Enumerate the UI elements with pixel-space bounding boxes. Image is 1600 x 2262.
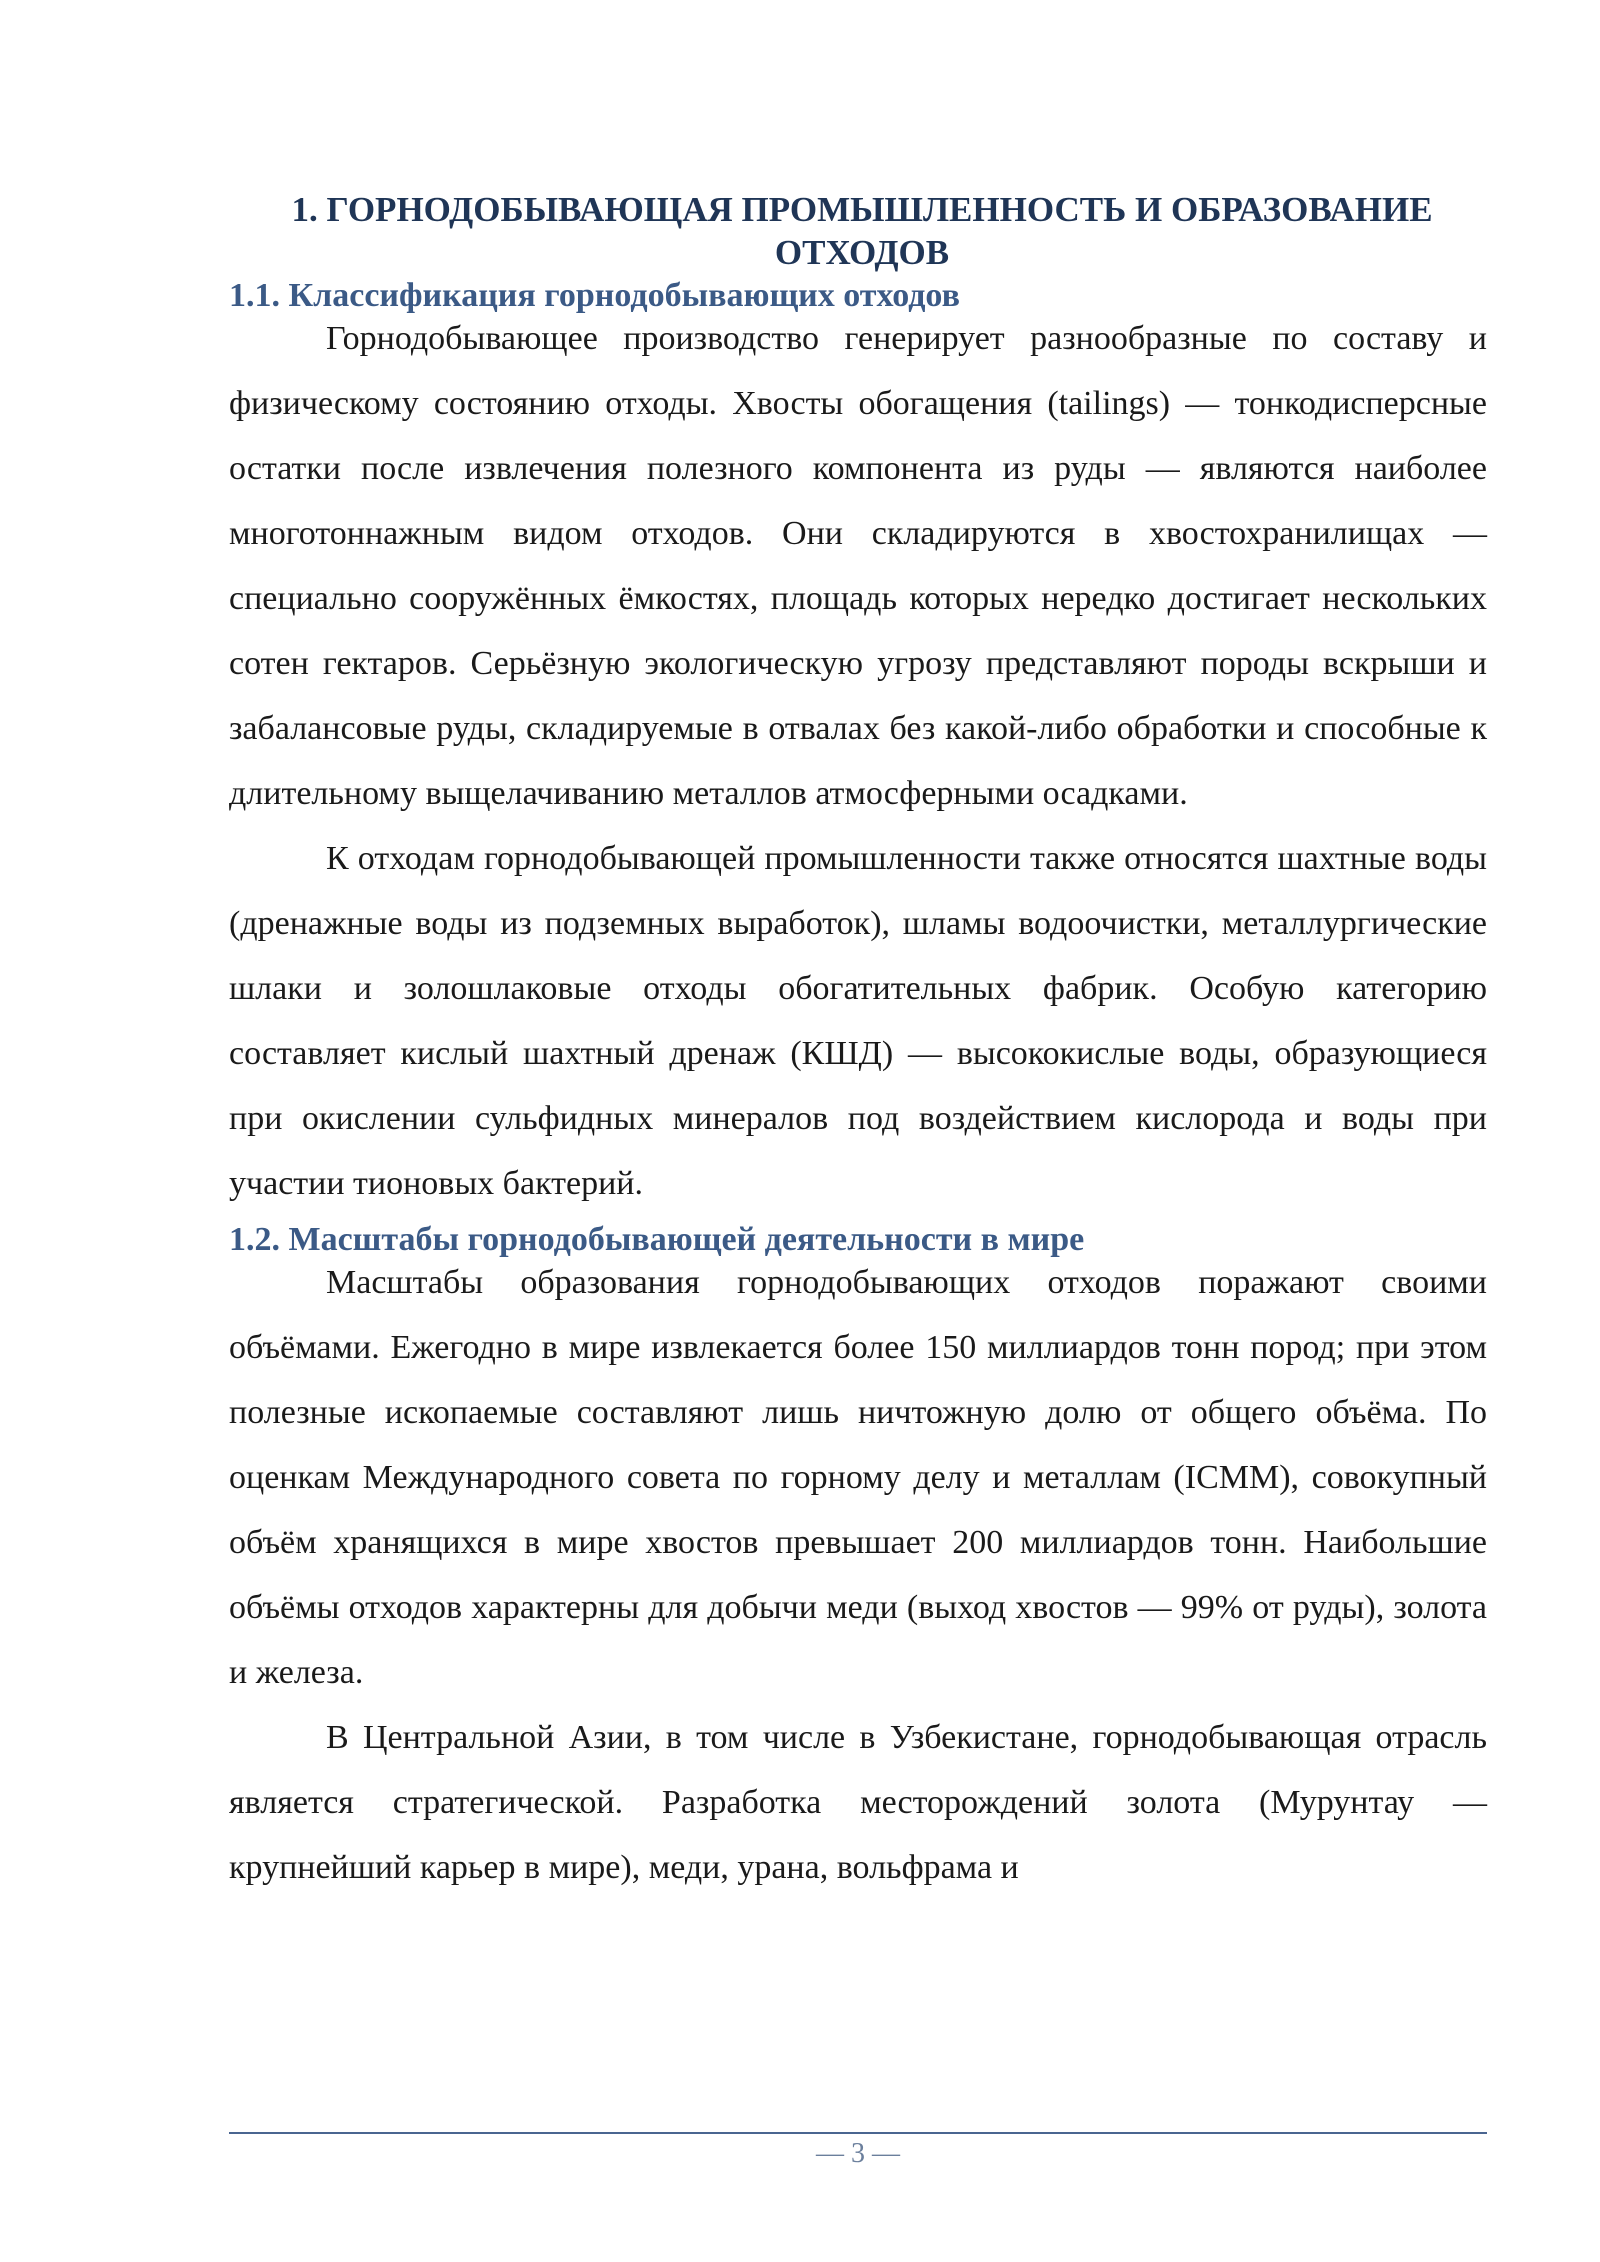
page-number: — 3 — — [816, 2138, 900, 2169]
document-page — [229, 188, 1487, 1912]
section-title-1-1: 1.1. Классификация горнодобывающих отходов — [229, 277, 960, 314]
paragraph-1-1-b: К отходам горнодобывающей промышленности также относятся шахтные воды (дренажные воды из подземных выработок), шламы водоочистки, металлургические шлаки и золошлаковые отходы обогатительных фабрик. Особую категорию составляет кислый шахтный дренаж (КШД) — высококислые воды, образующиеся при окислении сульфидных минералов под воздействием кислорода и воды при участии тионовых бактерий. — [229, 840, 1487, 1202]
footer-divider — [229, 2132, 1487, 2134]
paragraph-1-2-a: Масштабы образования горнодобывающих отходов поражают своими объёмами. Ежегодно в мире извлекается более 150 миллиардов тонн пород; при этом полезные ископаемые составляют лишь ничтожную долю от общего объёма. По оценкам Международного совета по горному делу и металлам (ICMM), совокупный объём хранящихся в мире хвостов превышает 200 миллиардов тонн. Наибольшие объёмы отходов характерны для добычи меди (выход хвостов — 99% от руды), золота и железа. — [229, 1264, 1487, 1691]
paragraph-1-1-a: Горнодобывающее производство генерирует разнообразные по составу и физическому состоянию отходы. Хвосты обогащения (tailings) — тонкодисперсные остатки после извлечения полезного компонента из руды — являются наиболее многотоннажным видом отходов. Они складируются в хвостохранилищах — специально сооружённых ёмкостях, площадь которых нередко достигает нескольких сотен гектаров. Серьёзную экологическую угрозу представляют породы вскрыши и забалансовые руды, складируемые в отвалах без какой-либо обработки и способные к длительному выщелачиванию металлов атмосферными осадками. — [229, 320, 1487, 812]
section-title-1-2: 1.2. Масштабы горнодобывающей деятельности в мире — [229, 1221, 1085, 1258]
paragraph-1-2-b: В Центральной Азии, в том числе в Узбекистане, горнодобывающая отрасль является стратегической. Разработка месторождений золота (Мурунтау — крупнейший карьер в мире), меди, урана, вольфрама и — [229, 1719, 1487, 1886]
chapter-title: 1. ГОРНОДОБЫВАЮЩАЯ ПРОМЫШЛЕННОСТЬ И ОБРАЗОВАНИЕ ОТХОДОВ — [291, 190, 1433, 272]
